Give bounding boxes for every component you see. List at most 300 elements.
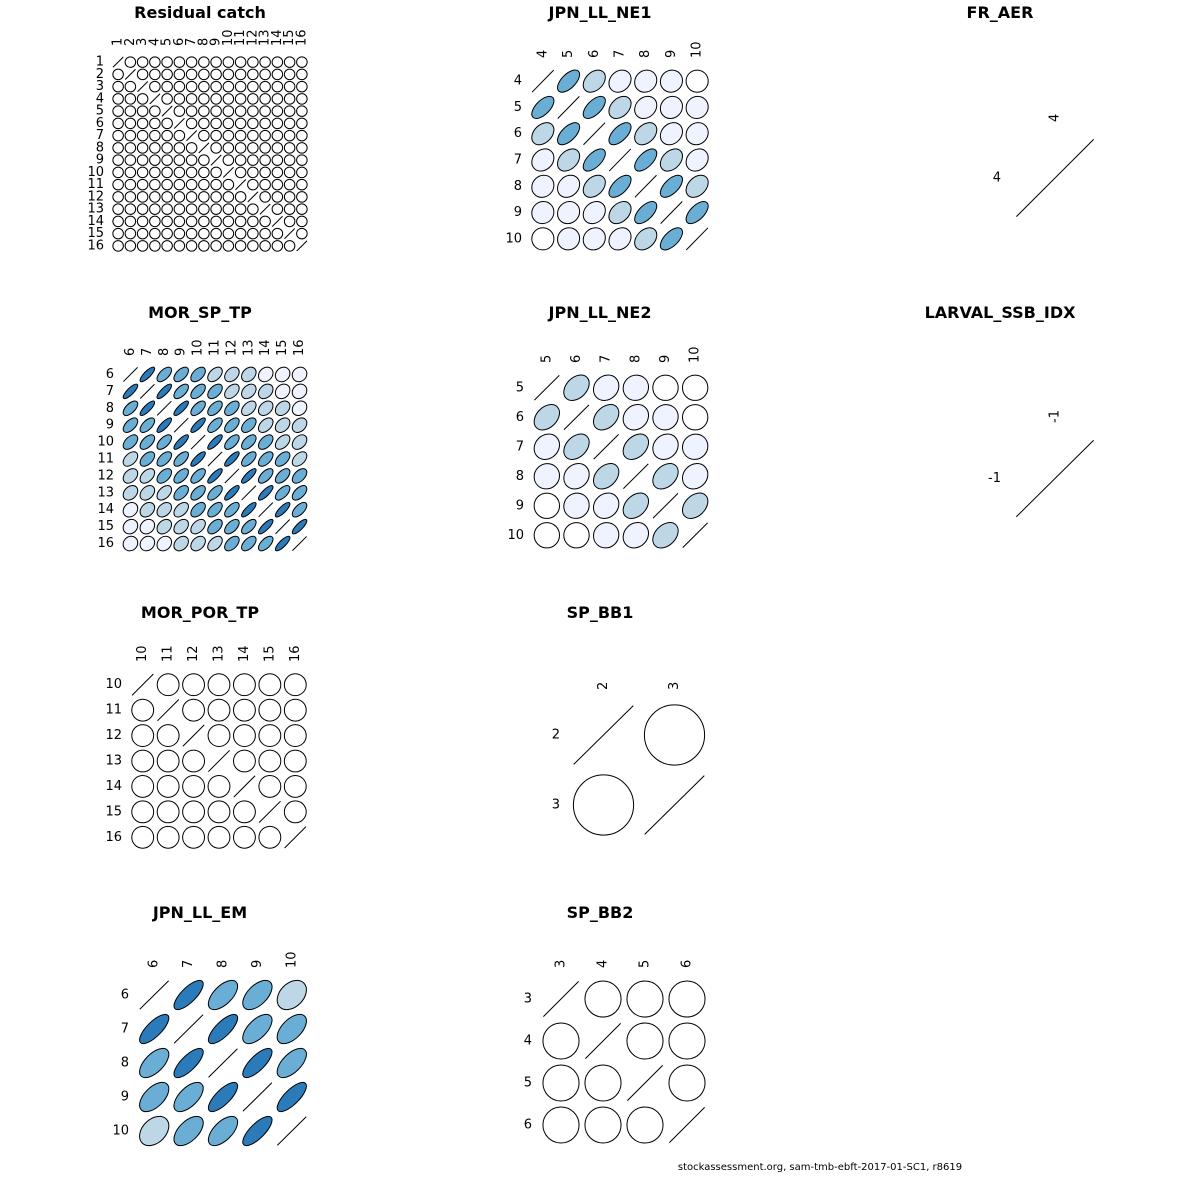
row-label: 10 xyxy=(505,231,522,247)
correlation-ellipse xyxy=(205,398,225,418)
row-label: 10 xyxy=(507,527,524,543)
correlation-ellipse xyxy=(172,91,187,106)
row-label: 12 xyxy=(97,468,114,484)
diagonal-line xyxy=(157,699,178,720)
correlation-ellipse xyxy=(282,55,297,70)
correlation-ellipse xyxy=(209,91,224,106)
correlation-ellipse xyxy=(205,500,225,520)
correlation-ellipse xyxy=(155,432,175,452)
correlation-ellipse xyxy=(123,55,138,70)
row-label: 5 xyxy=(513,99,522,115)
correlation-ellipse xyxy=(239,381,259,401)
correlation-ellipse xyxy=(282,67,297,82)
row-label: 5 xyxy=(95,103,104,119)
correlation-ellipse xyxy=(245,165,260,180)
correlation-ellipse xyxy=(188,399,208,419)
correlation-ellipse xyxy=(111,165,126,180)
diagonal-line xyxy=(272,216,282,226)
correlation-ellipse xyxy=(648,399,684,435)
panel xyxy=(97,303,309,554)
correlation-ellipse xyxy=(221,91,236,106)
diagonal-line xyxy=(585,1023,620,1058)
correlation-ellipse xyxy=(147,226,162,241)
correlation-ellipse xyxy=(258,67,273,82)
correlation-ellipse xyxy=(294,104,309,119)
correlation-ellipse xyxy=(605,197,636,228)
correlation-ellipse xyxy=(282,140,297,155)
correlation-ellipse xyxy=(256,466,276,486)
column-label: 8 xyxy=(196,37,212,46)
correlation-ellipse xyxy=(172,79,187,94)
row-label: 9 xyxy=(515,498,524,514)
correlation-ellipse xyxy=(270,67,285,82)
correlation-ellipse xyxy=(221,177,236,192)
correlation-ellipse xyxy=(135,55,150,70)
correlation-ellipse xyxy=(121,415,141,435)
correlation-ellipse xyxy=(254,695,285,726)
correlation-ellipse xyxy=(170,976,208,1014)
correlation-ellipse xyxy=(160,238,175,253)
correlation-ellipse xyxy=(147,214,162,229)
correlation-ellipse xyxy=(147,104,162,119)
correlation-ellipse xyxy=(661,973,712,1024)
correlation-ellipse xyxy=(209,79,224,94)
correlation-ellipse xyxy=(294,214,309,229)
correlation-ellipse xyxy=(120,483,140,503)
correlation-ellipse xyxy=(221,140,236,155)
correlation-ellipse xyxy=(171,365,191,385)
correlation-ellipse xyxy=(258,104,273,119)
correlation-ellipse xyxy=(184,91,199,106)
column-label: 5 xyxy=(561,49,577,58)
diagonal-line xyxy=(284,228,294,238)
correlation-ellipse xyxy=(153,771,184,802)
correlation-ellipse xyxy=(529,517,565,553)
correlation-ellipse xyxy=(677,370,713,406)
column-label: 7 xyxy=(184,37,200,46)
correlation-ellipse xyxy=(270,189,285,204)
correlation-ellipse xyxy=(245,202,260,217)
correlation-ellipse xyxy=(258,128,273,143)
correlation-ellipse xyxy=(196,165,211,180)
correlation-ellipse xyxy=(233,104,248,119)
correlation-ellipse xyxy=(618,429,653,464)
correlation-ellipse xyxy=(154,500,174,520)
correlation-ellipse xyxy=(203,975,242,1014)
correlation-ellipse xyxy=(184,67,199,82)
correlation-ellipse xyxy=(290,483,310,503)
correlation-ellipse xyxy=(204,669,235,700)
column-label: 5 xyxy=(637,959,653,968)
correlation-ellipse xyxy=(123,165,138,180)
correlation-ellipse xyxy=(223,450,241,468)
column-label: 5 xyxy=(159,37,175,46)
correlation-ellipse xyxy=(273,483,293,503)
correlation-ellipse xyxy=(618,370,654,406)
panel xyxy=(112,903,312,1151)
correlation-ellipse xyxy=(233,226,248,241)
correlation-ellipse xyxy=(661,1057,712,1108)
correlation-ellipse xyxy=(135,140,150,155)
column-label: 3 xyxy=(553,959,569,968)
correlation-ellipse xyxy=(184,55,199,70)
correlation-ellipse xyxy=(529,429,565,465)
correlation-ellipse xyxy=(160,140,175,155)
correlation-ellipse xyxy=(239,1044,277,1082)
column-label: 6 xyxy=(122,347,138,356)
diagonal-line xyxy=(1016,440,1093,516)
correlation-ellipse xyxy=(579,66,610,97)
correlation-ellipse xyxy=(121,432,141,452)
diagonal-line xyxy=(225,469,239,483)
row-label: 13 xyxy=(105,753,122,769)
column-label: 10 xyxy=(284,951,300,968)
correlation-ellipse xyxy=(135,91,150,106)
correlation-ellipse xyxy=(272,381,292,401)
correlation-ellipse xyxy=(682,66,713,97)
correlation-ellipse xyxy=(631,145,661,175)
correlation-ellipse xyxy=(233,165,248,180)
correlation-ellipse xyxy=(648,459,683,494)
panel xyxy=(925,303,1094,517)
correlation-ellipse xyxy=(127,822,158,853)
correlation-ellipse xyxy=(135,214,150,229)
diagonal-line xyxy=(208,750,229,771)
correlation-ellipse xyxy=(631,198,661,228)
correlation-ellipse xyxy=(120,466,140,486)
correlation-ellipse xyxy=(254,669,285,700)
correlation-ellipse xyxy=(294,177,309,192)
correlation-ellipse xyxy=(282,177,297,192)
correlation-ellipse xyxy=(282,91,297,106)
correlation-ellipse xyxy=(172,128,187,143)
correlation-ellipse xyxy=(289,364,310,385)
correlation-ellipse xyxy=(135,1010,173,1048)
column-label: 12 xyxy=(224,339,240,356)
correlation-ellipse xyxy=(527,223,558,254)
correlation-ellipse xyxy=(160,189,175,204)
correlation-ellipse xyxy=(258,177,273,192)
row-label: 9 xyxy=(95,152,104,168)
column-label: 13 xyxy=(211,645,227,662)
correlation-ellipse xyxy=(553,145,584,176)
correlation-ellipse xyxy=(238,975,278,1015)
correlation-ellipse xyxy=(120,499,140,519)
correlation-ellipse xyxy=(184,226,199,241)
column-label: 4 xyxy=(147,37,163,46)
correlation-ellipse xyxy=(178,822,209,853)
correlation-ellipse xyxy=(205,364,225,384)
diagonal-line xyxy=(137,81,147,91)
correlation-ellipse xyxy=(257,484,275,502)
correlation-ellipse xyxy=(160,202,175,217)
panel xyxy=(87,3,309,253)
correlation-ellipse xyxy=(238,1009,277,1048)
correlation-ellipse xyxy=(209,140,224,155)
correlation-ellipse xyxy=(189,416,207,434)
correlation-ellipse xyxy=(135,128,150,143)
diagonal-line xyxy=(162,106,172,116)
correlation-ellipse xyxy=(282,116,297,131)
correlation-ellipse xyxy=(196,153,211,168)
correlation-ellipse xyxy=(258,189,273,204)
correlation-ellipse xyxy=(233,238,248,253)
diagonal-line xyxy=(259,503,273,517)
correlation-ellipse xyxy=(294,128,309,143)
correlation-ellipse xyxy=(135,67,150,82)
correlation-ellipse xyxy=(147,202,162,217)
correlation-ellipse xyxy=(196,67,211,82)
row-label: 6 xyxy=(515,409,524,425)
correlation-ellipse xyxy=(221,79,236,94)
diagonal-line xyxy=(669,1107,704,1142)
correlation-ellipse xyxy=(270,153,285,168)
column-label: 8 xyxy=(215,959,231,968)
correlation-ellipse xyxy=(239,1112,277,1150)
correlation-ellipse xyxy=(160,91,175,106)
correlation-ellipse xyxy=(258,79,273,94)
diagonal-line xyxy=(583,123,605,145)
row-label: 15 xyxy=(105,804,122,820)
row-label: 2 xyxy=(95,66,104,82)
row-label: 10 xyxy=(87,164,104,180)
correlation-ellipse xyxy=(282,238,297,253)
correlation-ellipse xyxy=(294,153,309,168)
correlation-ellipse xyxy=(111,226,126,241)
correlation-ellipse xyxy=(554,119,584,149)
correlation-ellipse xyxy=(222,500,242,520)
correlation-ellipse xyxy=(280,771,311,802)
correlation-ellipse xyxy=(172,153,187,168)
correlation-ellipse xyxy=(172,433,190,451)
correlation-ellipse xyxy=(196,177,211,192)
correlation-ellipse xyxy=(682,118,713,149)
correlation-ellipse xyxy=(147,67,162,82)
row-label: 2 xyxy=(551,727,560,743)
column-label: 6 xyxy=(569,354,584,363)
diagonal-line xyxy=(285,827,306,848)
correlation-ellipse xyxy=(111,238,126,253)
correlation-ellipse xyxy=(272,398,292,418)
diagonal-line xyxy=(150,94,160,104)
diagonal-line xyxy=(276,520,290,534)
correlation-ellipse xyxy=(205,415,225,435)
correlation-ellipse xyxy=(134,1077,174,1117)
correlation-ellipse xyxy=(171,517,191,537)
correlation-ellipse xyxy=(272,1043,311,1082)
diagonal-line xyxy=(532,70,554,92)
correlation-ellipse xyxy=(154,533,174,553)
row-label: 5 xyxy=(523,1075,532,1091)
panel-title: JPN_LL_NE2 xyxy=(548,303,652,322)
diagonal-line xyxy=(259,801,280,822)
correlation-ellipse xyxy=(188,382,208,402)
diagonal-line xyxy=(683,523,708,548)
correlation-ellipse xyxy=(648,370,684,406)
column-label: 9 xyxy=(663,49,679,58)
correlation-ellipse xyxy=(258,116,273,131)
row-label: 8 xyxy=(120,1055,129,1071)
correlation-ellipse xyxy=(682,144,713,175)
row-label: 16 xyxy=(87,238,104,254)
column-label: 6 xyxy=(146,959,162,968)
correlation-ellipse xyxy=(270,238,285,253)
diagonal-line xyxy=(223,167,233,177)
correlation-ellipse xyxy=(282,128,297,143)
correlation-ellipse xyxy=(529,400,564,435)
correlation-ellipse xyxy=(239,398,259,418)
column-label: 4 xyxy=(1047,113,1063,122)
correlation-ellipse xyxy=(270,55,285,70)
row-label: 7 xyxy=(515,439,524,455)
correlation-ellipse xyxy=(172,67,187,82)
correlation-ellipse xyxy=(127,796,158,827)
correlation-ellipse xyxy=(184,214,199,229)
correlation-ellipse xyxy=(559,370,594,405)
row-label: 8 xyxy=(105,400,114,416)
correlation-ellipse xyxy=(656,145,687,176)
correlation-ellipse xyxy=(209,202,224,217)
correlation-ellipse xyxy=(160,165,175,180)
panel-title: SP_BB1 xyxy=(566,603,634,622)
correlation-ellipse xyxy=(123,202,138,217)
correlation-ellipse xyxy=(648,429,684,465)
correlation-ellipse xyxy=(559,517,595,553)
row-label: 5 xyxy=(515,380,524,396)
correlation-ellipse xyxy=(206,467,224,485)
diagonal-line xyxy=(297,241,307,251)
column-label: 9 xyxy=(249,959,265,968)
column-label: 6 xyxy=(171,37,187,46)
row-label: 7 xyxy=(513,152,522,168)
correlation-ellipse xyxy=(233,116,248,131)
correlation-ellipse xyxy=(657,224,687,254)
correlation-ellipse xyxy=(677,399,713,435)
row-label: 12 xyxy=(105,728,122,744)
column-label: 6 xyxy=(679,959,695,968)
correlation-ellipse xyxy=(127,695,158,726)
diagonal-line xyxy=(594,434,619,459)
correlation-ellipse xyxy=(294,55,309,70)
correlation-ellipse xyxy=(270,165,285,180)
correlation-ellipse xyxy=(155,416,173,434)
correlation-ellipse xyxy=(153,746,184,777)
correlation-ellipse xyxy=(282,202,297,217)
column-label: -1 xyxy=(1047,410,1063,423)
correlation-ellipse xyxy=(272,1009,312,1049)
correlation-ellipse xyxy=(535,1057,586,1108)
correlation-ellipse xyxy=(123,153,138,168)
correlation-ellipse xyxy=(209,116,224,131)
correlation-ellipse xyxy=(256,381,276,401)
correlation-ellipse xyxy=(282,189,297,204)
column-label: 4 xyxy=(535,49,551,58)
correlation-ellipse xyxy=(137,533,158,554)
correlation-ellipse xyxy=(239,415,259,435)
correlation-ellipse xyxy=(222,517,242,537)
correlation-ellipse xyxy=(588,370,624,406)
row-label: 16 xyxy=(97,536,114,552)
correlation-ellipse xyxy=(553,171,584,202)
correlation-ellipse xyxy=(588,488,624,524)
correlation-ellipse xyxy=(270,140,285,155)
correlation-ellipse xyxy=(221,153,236,168)
correlation-ellipse xyxy=(258,226,273,241)
row-label: 13 xyxy=(97,485,114,501)
correlation-ellipse xyxy=(245,55,260,70)
correlation-ellipse xyxy=(270,79,285,94)
correlation-ellipse xyxy=(270,202,285,217)
correlation-ellipse xyxy=(589,459,624,494)
diagonal-line xyxy=(174,1015,203,1044)
correlation-ellipse xyxy=(137,516,157,536)
correlation-ellipse xyxy=(172,165,187,180)
correlation-ellipse xyxy=(147,165,162,180)
diagonal-line xyxy=(209,1049,238,1078)
correlation-ellipse xyxy=(233,202,248,217)
correlation-ellipse xyxy=(553,223,584,254)
correlation-ellipse xyxy=(196,79,211,94)
correlation-ellipse xyxy=(196,116,211,131)
correlation-ellipse xyxy=(171,533,191,553)
correlation-ellipse xyxy=(229,695,260,726)
row-label: 3 xyxy=(523,991,532,1007)
correlation-ellipse xyxy=(648,518,683,553)
panel xyxy=(967,3,1094,217)
row-label: 3 xyxy=(551,797,560,813)
correlation-ellipse xyxy=(229,669,260,700)
correlation-ellipse xyxy=(135,104,150,119)
correlation-ellipse xyxy=(127,746,158,777)
correlation-ellipse xyxy=(282,104,297,119)
correlation-ellipse xyxy=(273,501,291,519)
correlation-ellipse xyxy=(171,449,191,469)
column-label: 10 xyxy=(135,645,151,662)
column-label: 16 xyxy=(287,645,303,662)
row-label: 6 xyxy=(523,1117,532,1133)
correlation-ellipse xyxy=(160,79,175,94)
correlation-ellipse xyxy=(205,483,225,503)
column-label: 3 xyxy=(667,681,682,690)
correlation-ellipse xyxy=(147,128,162,143)
correlation-ellipse xyxy=(196,55,211,70)
correlation-ellipse xyxy=(221,189,236,204)
correlation-ellipse xyxy=(233,91,248,106)
row-label: 4 xyxy=(992,170,1001,186)
correlation-ellipse xyxy=(178,746,209,777)
column-label: 1 xyxy=(110,37,126,46)
diagonal-line xyxy=(242,486,256,500)
diagonal-line xyxy=(564,405,589,430)
correlation-ellipse xyxy=(270,91,285,106)
correlation-ellipse xyxy=(256,449,276,469)
correlation-ellipse xyxy=(630,92,661,123)
diagonal-line xyxy=(248,192,258,202)
panel-title: LARVAL_SSB_IDX xyxy=(924,303,1076,322)
diagonal-line xyxy=(292,536,306,550)
correlation-ellipse xyxy=(282,165,297,180)
correlation-ellipse xyxy=(184,165,199,180)
correlation-ellipse xyxy=(245,104,260,119)
diagonal-line xyxy=(211,155,221,165)
column-label: 13 xyxy=(257,29,273,46)
correlation-ellipse xyxy=(172,202,187,217)
correlation-ellipse xyxy=(196,91,211,106)
correlation-ellipse xyxy=(245,67,260,82)
column-label: 7 xyxy=(181,959,197,968)
diagonal-line xyxy=(199,143,209,153)
correlation-ellipse xyxy=(290,517,308,535)
